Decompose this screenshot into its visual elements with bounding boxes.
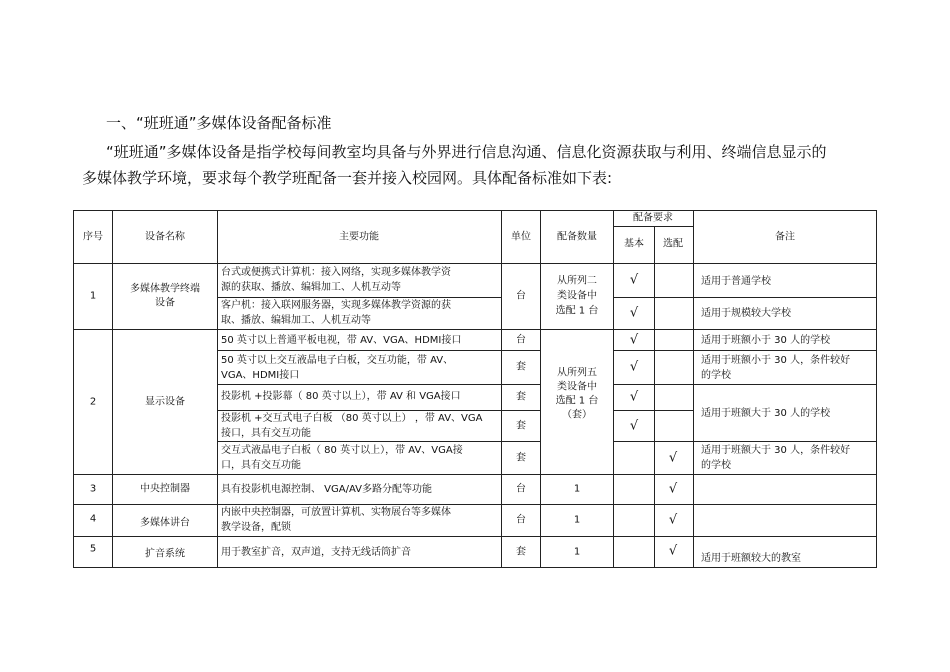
row1-remark-2: 适用于规模较大学校 xyxy=(701,308,791,319)
row2-name: 显示设备 xyxy=(145,396,185,408)
row4-name: 多媒体讲台 xyxy=(140,517,190,529)
row2-qty-line1: 从所列五 xyxy=(557,367,597,379)
row1-function-2-line1: 客户机：接入联网服务器，实现多媒体教学资源的获 xyxy=(221,300,451,311)
row2-qty-line3: 选配 1 台 xyxy=(555,395,599,407)
row2-remark-4-line2: 的学校 xyxy=(701,460,731,471)
row2-qty-line4: （套） xyxy=(562,409,592,421)
header-remark: 备注 xyxy=(775,231,795,243)
row1-function-1-line1: 台式或便携式计算机：接入网络，实现多媒体教学资 xyxy=(221,267,451,278)
row5-qty: 1 xyxy=(573,546,581,558)
row2-function-2-line2: VGA、HDMI接口 xyxy=(221,370,300,381)
row4-optional-check: √ xyxy=(668,512,678,528)
row1-function-2-line2: 取、播放、编辑加工、人机互动等 xyxy=(221,315,371,326)
row3-optional-check: √ xyxy=(668,481,678,497)
row2-remark-2-line1: 适用于班额小于 30 人，条件较好 xyxy=(701,355,851,366)
row2-unit-2: 套 xyxy=(516,361,526,373)
row4-function-line1: 内嵌中央控制器，可放置计算机、实物展台等多媒体 xyxy=(221,507,451,518)
row4-qty: 1 xyxy=(573,514,581,526)
header-quantity: 配备数量 xyxy=(557,231,597,243)
row2-function-1: 50 英寸以上普通平板电视，带 AV、VGA、HDMI接口 xyxy=(221,335,462,346)
row4-seq: 4 xyxy=(89,513,97,525)
row5-remark: 适用于班额较大的教室 xyxy=(701,553,801,564)
row2-basic-check-4: √ xyxy=(629,418,639,434)
row2-unit-4: 套 xyxy=(516,420,526,432)
intro-line-2: 多媒体教学环境，要求每个教学班配备一套并接入校园网。具体配备标准如下表: xyxy=(82,169,613,187)
row2-remark-4-line1: 适用于班额大于 30 人，条件较好 xyxy=(701,445,851,456)
row1-qty-line1: 从所列二 xyxy=(557,275,597,287)
row2-unit-1: 台 xyxy=(516,334,526,346)
table-grid-lines xyxy=(73,210,877,568)
row1-function-1-line2: 源的获取、播放、编辑加工、人机互动等 xyxy=(221,282,401,293)
row2-function-5-line2: 口，具有交互功能 xyxy=(221,460,301,471)
row2-function-4-line2: 接口，具有交互功能 xyxy=(221,428,311,439)
header-unit: 单位 xyxy=(511,231,531,243)
row2-unit-5: 套 xyxy=(516,452,526,464)
row1-qty-line2: 类设备中 xyxy=(557,290,597,302)
row5-function: 用于教室扩音，双声道，支持无线话筒扩音 xyxy=(221,547,411,558)
header-optional: 选配 xyxy=(663,238,683,250)
row2-basic-check-1: √ xyxy=(629,332,639,348)
equipment-standard-table xyxy=(73,210,877,568)
row2-unit-3: 套 xyxy=(516,391,526,403)
section-title: 一、“班班通”多媒体设备配备标准 xyxy=(106,114,332,132)
row2-function-4-line1: 投影机 +交互式电子白板 （80 英寸以上） ，带 AV、VGA xyxy=(221,413,483,424)
row1-remark-1: 适用于普通学校 xyxy=(701,276,771,287)
row2-optional-check-5: √ xyxy=(668,450,678,466)
row2-basic-check-2: √ xyxy=(629,359,639,375)
row1-name-line2: 设备 xyxy=(155,297,175,309)
row2-seq: 2 xyxy=(89,396,97,408)
header-requirement: 配备要求 xyxy=(633,212,673,224)
row2-remark-1: 适用于班额小于 30 人的学校 xyxy=(701,335,831,346)
header-function: 主要功能 xyxy=(339,231,379,243)
row5-name: 扩音系统 xyxy=(145,548,185,560)
header-basic: 基本 xyxy=(624,238,644,250)
row1-qty-line3: 选配 1 台 xyxy=(555,305,599,317)
header-name: 设备名称 xyxy=(145,231,185,243)
row2-function-5-line1: 交互式液晶电子白板（ 80 英寸以上），带 AV、VGA接 xyxy=(221,445,463,456)
row1-basic-check-1: √ xyxy=(629,272,639,288)
row3-name: 中央控制器 xyxy=(140,483,190,495)
row4-unit: 台 xyxy=(516,514,526,526)
row5-unit: 套 xyxy=(516,546,526,558)
row4-function-line2: 教学设备，配锁 xyxy=(221,522,291,533)
row2-function-2-line1: 50 英寸以上交互液晶电子白板，交互功能，带 AV、 xyxy=(221,355,454,366)
row1-seq: 1 xyxy=(89,290,97,302)
row3-qty: 1 xyxy=(573,483,581,495)
row2-remark-3: 适用于班额大于 30 人的学校 xyxy=(701,408,831,419)
row5-seq: 5 xyxy=(89,543,97,555)
row2-remark-2-line2: 的学校 xyxy=(701,370,731,381)
row1-unit: 台 xyxy=(516,290,526,302)
row2-function-3: 投影机 +投影幕（ 80 英寸以上），带 AV 和 VGA接口 xyxy=(221,391,461,402)
row2-basic-check-3: √ xyxy=(629,389,639,405)
row3-seq: 3 xyxy=(89,483,97,495)
header-seq: 序号 xyxy=(83,231,103,243)
row5-optional-check: √ xyxy=(668,543,678,559)
row1-name-line1: 多媒体教学终端 xyxy=(130,283,200,295)
row3-function: 具有投影机电源控制、 VGA/AV多路分配等功能 xyxy=(221,484,433,495)
intro-line-1: “班班通”多媒体设备是指学校每间教室均具备与外界进行信息沟通、信息化资源获取与利用、终端信息显示的 xyxy=(106,143,827,161)
row1-basic-check-2: √ xyxy=(629,305,639,321)
row2-qty-line2: 类设备中 xyxy=(557,381,597,393)
row3-unit: 台 xyxy=(516,483,526,495)
